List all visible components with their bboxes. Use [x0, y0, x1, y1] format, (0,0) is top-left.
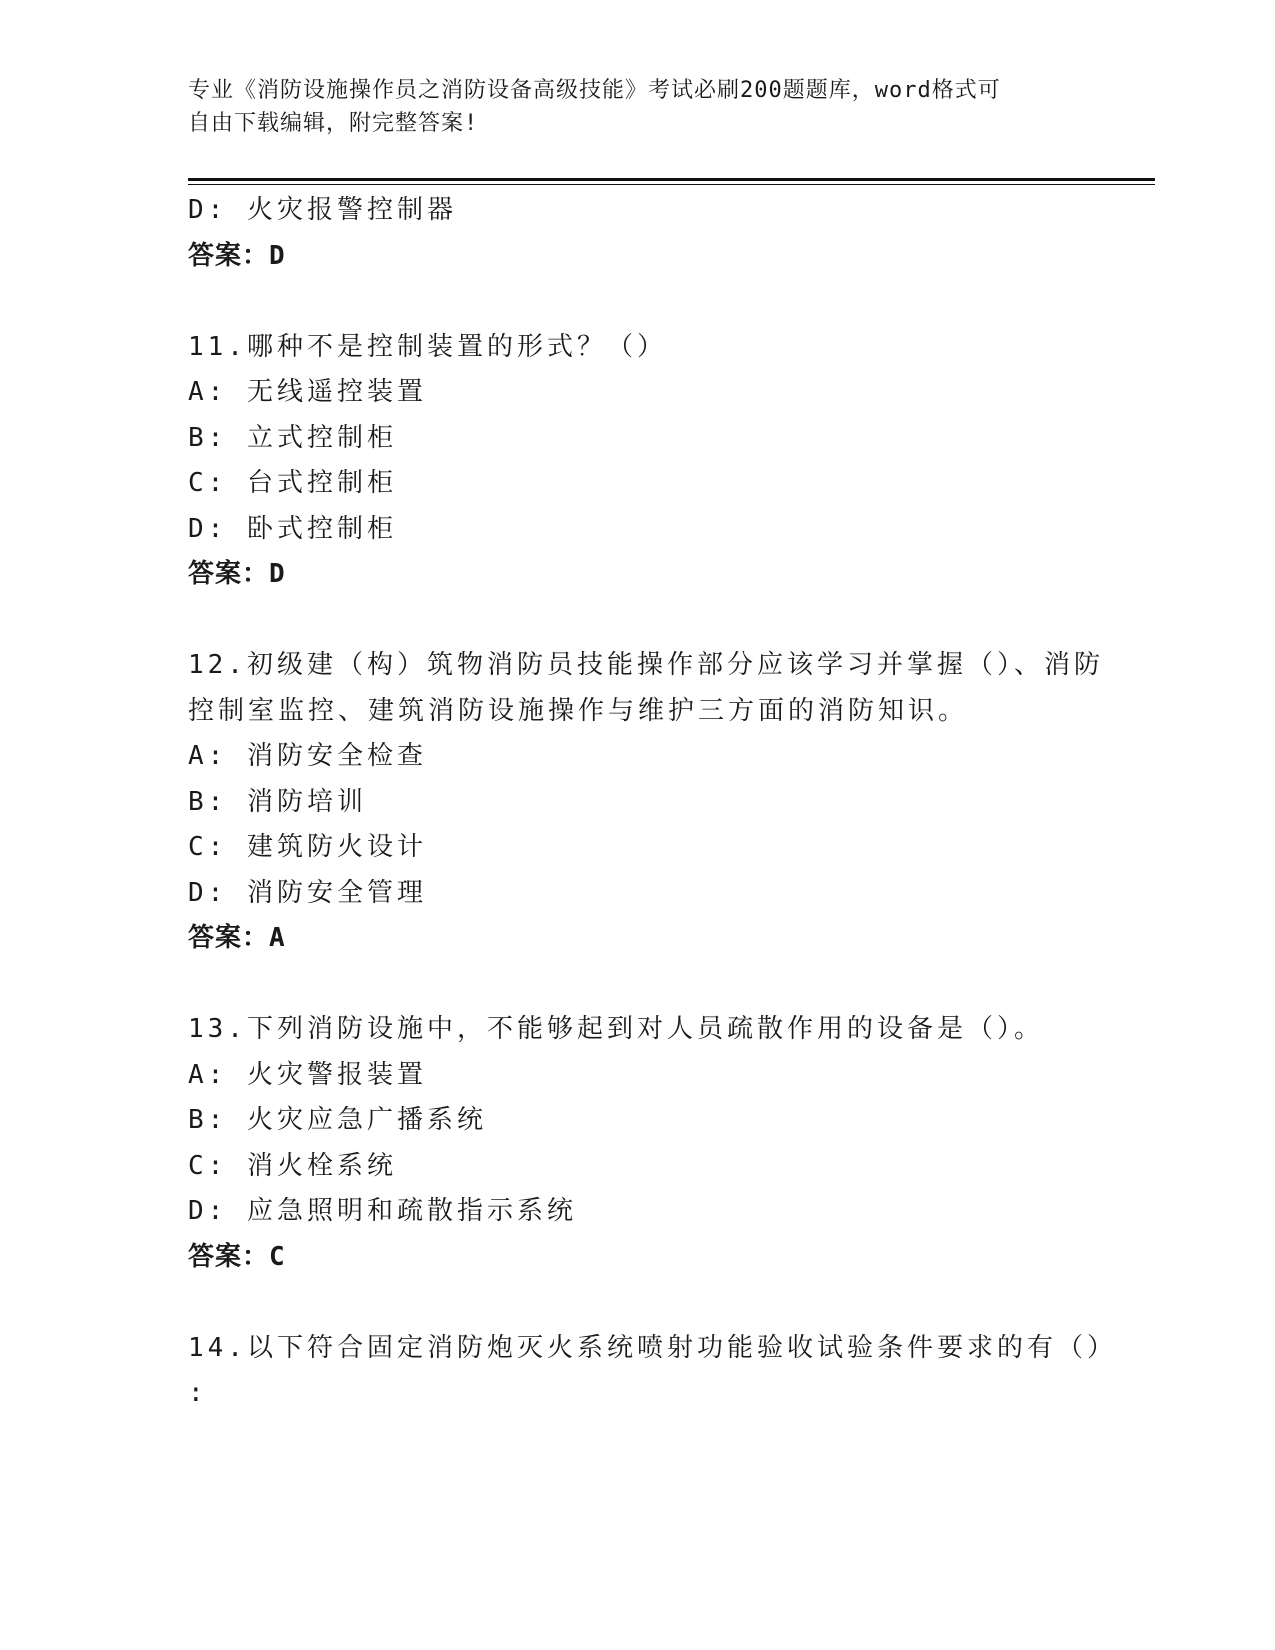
- option-d: D: 应急照明和疏散指示系统: [188, 1196, 577, 1226]
- option-d: D: 消防安全管理: [188, 877, 427, 908]
- option-b: B: 立式控制柜: [188, 422, 397, 453]
- spacer: [188, 279, 1088, 325]
- question-12: [188, 643, 1104, 962]
- header-title-line-2: 自由下载编辑，附完整答案!: [188, 111, 479, 136]
- question-stem-line-2: 控制室监控、建筑消防设施操作与维护三方面的消防知识。: [188, 695, 969, 726]
- answer: 答案：C: [188, 1241, 286, 1272]
- spacer: [188, 1280, 1088, 1326]
- spacer: [188, 962, 1088, 1008]
- question-stem: 13.下列消防设施中，不能够起到对人员疏散作用的设备是（）。: [188, 1014, 1044, 1044]
- option-a: A: 消防安全检查: [188, 741, 427, 771]
- option-a: A: 火灾警报装置: [188, 1059, 427, 1090]
- question-stem-line-1: 12.初级建（构）筑物消防员技能操作部分应该学习并掌握（）、消防: [188, 650, 1104, 680]
- option-b: B: 火灾应急广播系统: [188, 1105, 487, 1135]
- question-10: [188, 188, 1088, 279]
- option-c: C: 建筑防火设计: [188, 832, 427, 862]
- option-d: D: 火灾报警控制器: [188, 195, 457, 225]
- header-divider-thick: [188, 178, 1155, 181]
- document-header: [188, 74, 1068, 140]
- option-a: A: 无线遥控装置: [188, 377, 427, 407]
- answer: 答案：D: [188, 559, 286, 589]
- option-c: C: 台式控制柜: [188, 468, 397, 498]
- question-stem-line-1: 14.以下符合固定消防炮灭火系统喷射功能验收试验条件要求的有（）: [188, 1332, 1117, 1363]
- answer: 答案：D: [188, 240, 286, 271]
- option-c: C: 消火栓系统: [188, 1150, 397, 1181]
- question-stem: 11.哪种不是控制装置的形式？（）: [188, 331, 667, 362]
- option-b: B: 消防培训: [188, 786, 367, 817]
- option-d: D: 卧式控制柜: [188, 513, 397, 544]
- spacer: [188, 598, 1088, 644]
- question-13: [188, 1007, 1088, 1280]
- header-title-line-1: 专业《消防设施操作员之消防设备高级技能》考试必刷200题题库，word格式可: [188, 78, 1001, 103]
- question-14: [188, 1326, 1117, 1417]
- question-11: [188, 325, 1088, 598]
- question-stem-line-2: :: [188, 1378, 208, 1408]
- question-list: [188, 188, 1117, 1417]
- answer: 答案：A: [188, 923, 286, 953]
- header-divider-thin: [188, 184, 1155, 185]
